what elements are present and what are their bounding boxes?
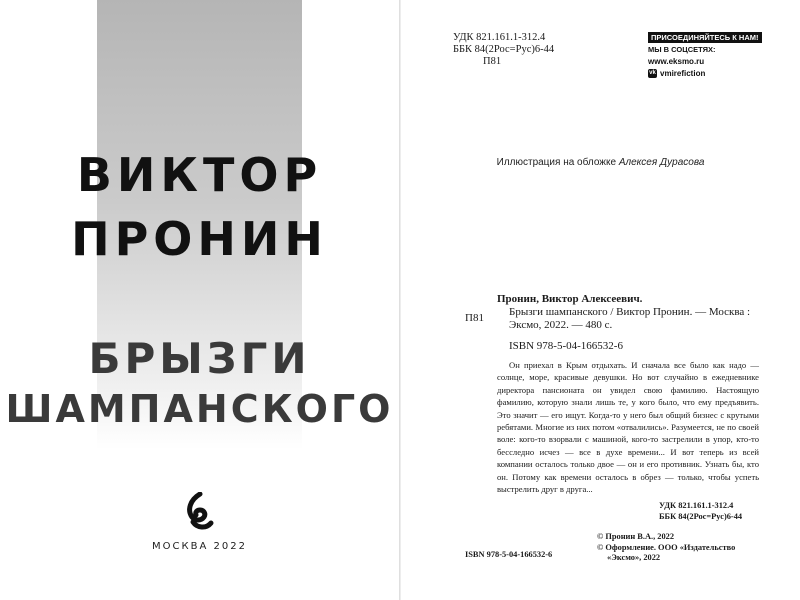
bibliographic-record bbox=[497, 293, 759, 332]
biblio-code: П81 bbox=[465, 312, 484, 324]
illustration-prefix: Иллюстрация на обложке bbox=[496, 157, 617, 168]
isbn-bottom: ISBN 978-5-04-166532-6 bbox=[465, 550, 553, 559]
book-title-line1: БРЫЗГИ bbox=[88, 334, 311, 383]
udk-code: УДК 821.161.1-312.4 bbox=[453, 32, 546, 43]
vk-icon: vk bbox=[649, 70, 656, 76]
biblio-author: Пронин, Виктор Алексеевич. bbox=[497, 293, 643, 305]
eksmo-logo-icon bbox=[184, 492, 216, 532]
social-subtitle: МЫ В СОЦСЕТЯХ: bbox=[648, 45, 716, 54]
classification-codes bbox=[453, 32, 554, 68]
biblio-title: Брызги шампанского / Виктор Пронин. — Москва : Эксмо, 2022. — 480 с. bbox=[509, 306, 751, 331]
publication-city-year: МОСКВА 2022 bbox=[152, 541, 247, 552]
social-block bbox=[648, 32, 759, 78]
classification-codes-bottom bbox=[659, 500, 742, 522]
title-page bbox=[0, 0, 399, 600]
copyright-publisher: «Эксмо», 2022 bbox=[607, 553, 661, 562]
copyright-design: © Оформление. ООО «Издательство bbox=[597, 542, 736, 552]
illustration-artist: Алексея Дурасова bbox=[618, 157, 705, 168]
copyright-author: © Пронин В.А., 2022 bbox=[597, 532, 675, 541]
bbk-code-bottom: ББК 84(2Рос=Рус)6-44 bbox=[659, 512, 743, 521]
author-sign: П81 bbox=[483, 56, 502, 67]
vk-link[interactable] bbox=[648, 69, 756, 78]
bbk-code: ББК 84(2Рос=Рус)6-44 bbox=[453, 44, 555, 55]
annotation: Он приехал в Крым отдыхать. И сначала все было как надо — солнце, море, красивые девушки. Но вот случайно в ежедневнике директора пансионата он увидел свою фамилию. Настоящую фамилию, которую знали лишь те, у кого было, что ему предъявить. Это значит — его ищут. Когда-то у него был общий бизнес с крутыми ребятами. Многие из них потом «отвалились». Разумеется, не по своей воле: кого-то взорвали с машиной, кого-то застрелили в упор, кто-то бесследно исчез — все в духе времени... И вот теперь из всей компании осталось только двое — он и его противник. Узнать бы, кто он. Потому как времени осталось в обрез — только, чтобы успеть выстрелить друг в друга... bbox=[497, 360, 759, 495]
book-title-line2: ШАМПАНСКОГО bbox=[5, 387, 394, 431]
join-us-banner: ПРИСОЕДИНЯЙТЕСЬ К НАМ! bbox=[648, 32, 762, 43]
copyright-block bbox=[597, 532, 767, 564]
biblio-isbn: ISBN 978-5-04-166532-6 bbox=[509, 340, 623, 352]
udk-code-bottom: УДК 821.161.1-312.4 bbox=[659, 501, 734, 510]
website-link[interactable]: www.eksmo.ru bbox=[648, 57, 705, 66]
imprint-page bbox=[401, 0, 800, 600]
author-first-name: ВИКТОР bbox=[76, 148, 323, 202]
author-last-name: ПРОНИН bbox=[71, 212, 328, 266]
illustration-credit bbox=[401, 157, 800, 168]
vk-handle: vmirefiction bbox=[660, 69, 706, 78]
